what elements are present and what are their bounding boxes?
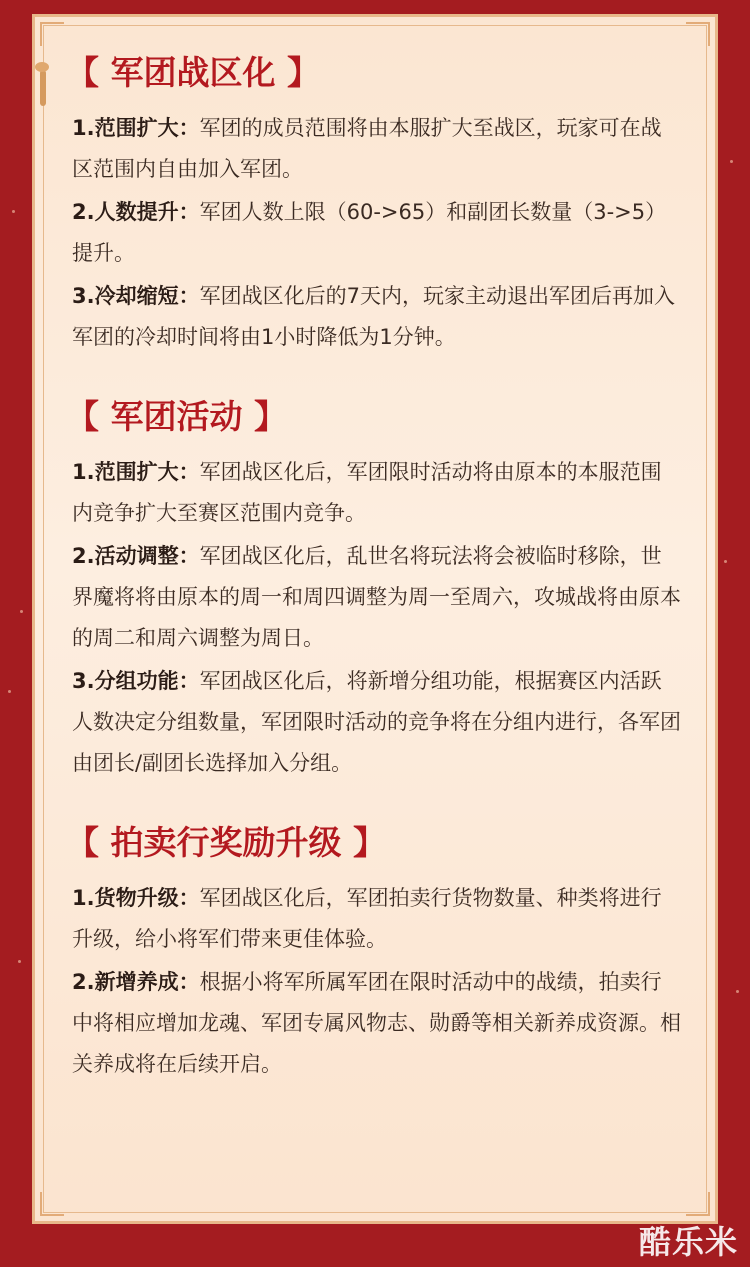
item-text: 军团战区化后的7天内，玩家主动退出军团后再加入军团的冷却时间将由1小时降低为1分钟。 — [72, 284, 675, 349]
watermark-logo: 酷乐米 — [638, 1223, 738, 1261]
section-legion-activities — [66, 394, 682, 784]
item-label: 2.人数提升： — [72, 200, 200, 224]
item-label: 1.货物升级： — [72, 886, 200, 910]
list-item — [72, 962, 682, 1085]
list-item — [72, 536, 682, 659]
tassel-icon — [40, 70, 46, 106]
corner-ornament-icon — [686, 22, 710, 46]
item-text: 军团的成员范围将由本服扩大至战区，玩家可在战区范围内自由加入军团。 — [72, 116, 662, 181]
section-auction-rewards — [66, 820, 682, 1085]
item-label: 3.分组功能： — [72, 669, 200, 693]
section-title: 【 拍卖行奖励升级 】 — [66, 823, 386, 862]
announcement-content — [66, 50, 682, 1121]
item-text: 军团人数上限（60->65）和副团长数量（3->5）提升。 — [72, 200, 667, 265]
section-title: 【 军团战区化 】 — [66, 53, 320, 92]
item-label: 3.冷却缩短： — [72, 284, 200, 308]
list-item — [72, 276, 682, 358]
section-legion-war-zone — [66, 50, 682, 358]
item-text: 根据小将军所属军团在限时活动中的战绩，拍卖行中将相应增加龙魂、军团专属风物志、勋爵等相关新养成资源。相关养成将在后续开启。 — [72, 970, 681, 1076]
corner-ornament-icon — [686, 1192, 710, 1216]
list-item — [72, 878, 682, 960]
item-text: 军团战区化后，乱世名将玩法将会被临时移除，世界魔将将由原本的周一和周四调整为周一至周六，攻城战将由原本的周二和周六调整为周日。 — [72, 544, 681, 650]
item-label: 1.范围扩大： — [72, 116, 200, 140]
item-text: 军团战区化后，军团限时活动将由原本的本服范围内竞争扩大至赛区范围内竞争。 — [72, 460, 662, 525]
list-item — [72, 661, 682, 784]
item-label: 1.范围扩大： — [72, 460, 200, 484]
list-item — [72, 452, 682, 534]
section-title: 【 军团活动 】 — [66, 397, 287, 436]
item-text: 军团战区化后，将新增分组功能，根据赛区内活跃人数决定分组数量，军团限时活动的竞争将在分组内进行，各军团由团长/副团长选择加入分组。 — [72, 669, 681, 775]
item-text: 军团战区化后，军团拍卖行货物数量、种类将进行升级，给小将军们带来更佳体验。 — [72, 886, 662, 951]
item-label: 2.活动调整： — [72, 544, 200, 568]
list-item — [72, 108, 682, 190]
item-label: 2.新增养成： — [72, 970, 200, 994]
list-item — [72, 192, 682, 274]
corner-ornament-icon — [40, 22, 64, 46]
corner-ornament-icon — [40, 1192, 64, 1216]
